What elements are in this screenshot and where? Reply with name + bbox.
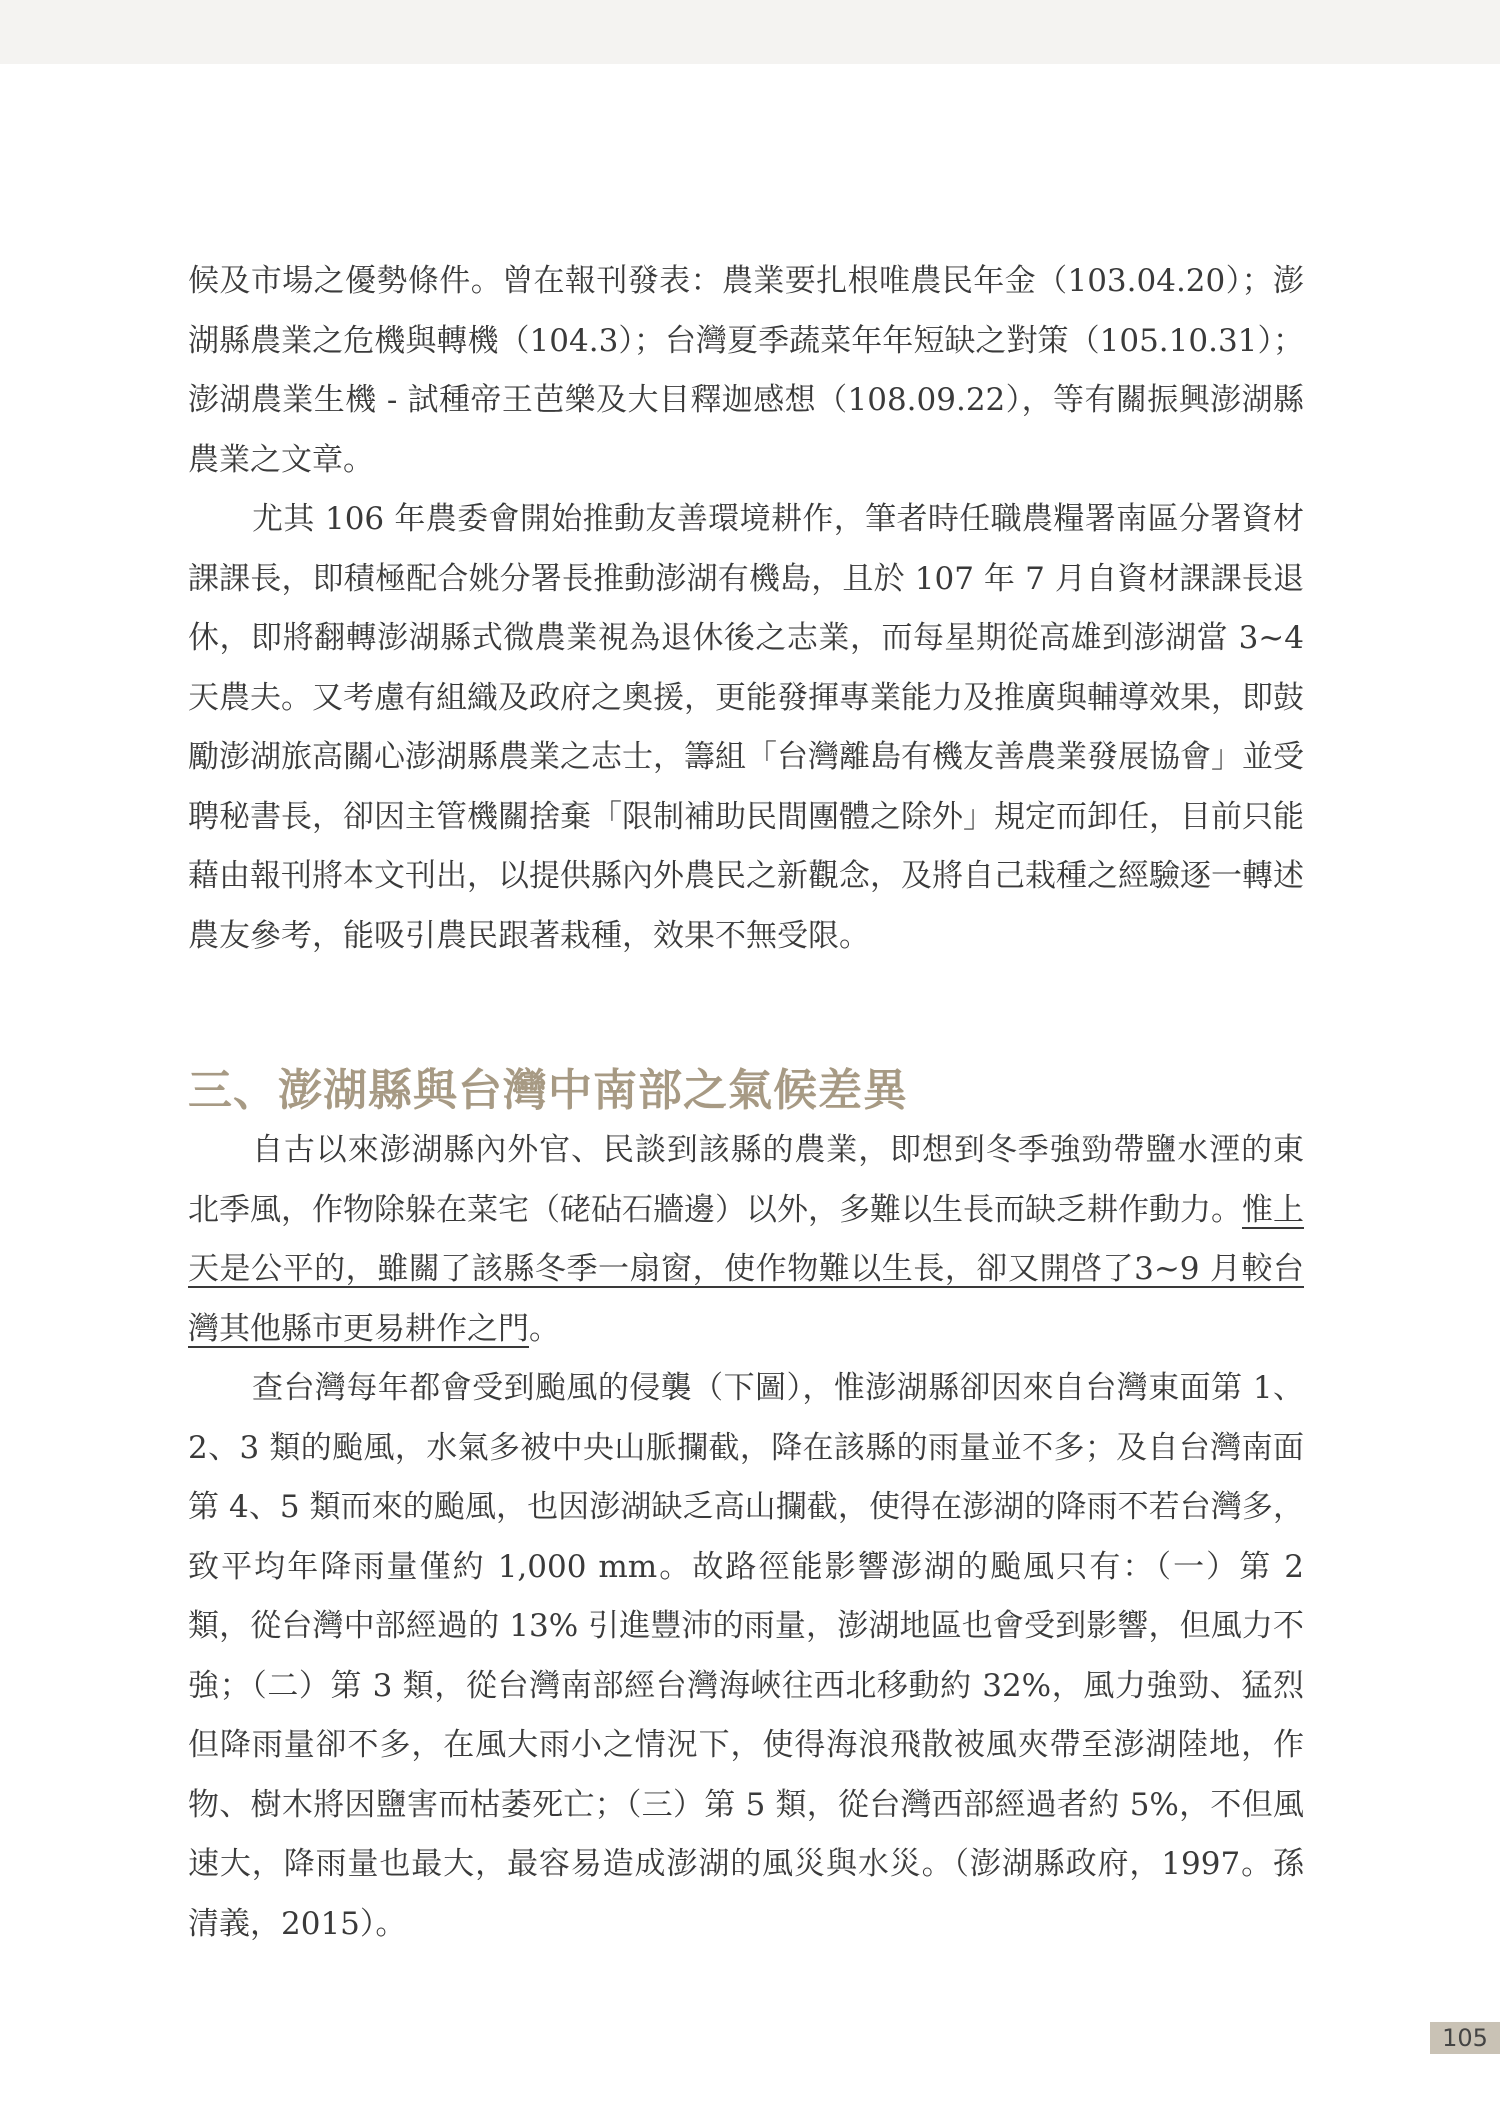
- section-3-paragraph-1: [188, 1121, 1304, 1359]
- page-body: [188, 252, 1304, 1954]
- section-3-paragraph-2: 查台灣每年都會受到颱風的侵襲（下圖），惟澎湖縣卻因來自台灣東面第 1、2、3 類的颱風，水氣多被中央山脈攔截，降在該縣的雨量並不多；及自台灣南面第 4、5 類而來的颱風，也因澎湖缺乏高山攔截，使得在澎湖的降雨不若台灣多，致平均年降雨量僅約 1,000 mm。故路徑能影響澎湖的颱風只有：（一）第 2 類，從台灣中部經過的 13% 引進豐沛的雨量，澎湖地區也會受到影響，但風力不強；（二）第 3 類，從台灣南部經台灣海峽往西北移動約 32%，風力強勁、猛烈但降雨量卻不多，在風大雨小之情況下，使得海浪飛散被風夾帶至澎湖陸地，作物、樹木將因鹽害而枯萎死亡；（三）第 5 類，從台灣西部經過者約 5%，不但風速大，降雨量也最大，最容易造成澎湖的風災與水災。（澎湖縣政府，1997。孫清義，2015）。: [188, 1370, 1304, 1942]
- section-3-heading: 三、澎湖縣與台灣中南部之氣候差異: [188, 1065, 908, 1116]
- section-3-paragraph-1-text: 自古以來澎湖縣內外官、民談到該縣的農業，即想到冬季強勁帶鹽水湮的東北季風，作物除躲在菜宅（硓砧石牆邊）以外，多難以生長而缺乏耕作動力。: [188, 1132, 1304, 1228]
- page-number-badge: 105: [1430, 2022, 1500, 2054]
- section-3-paragraph-1-end: 。: [529, 1310, 560, 1347]
- intro-paragraph-1: 候及市場之優勢條件。曾在報刊發表：農業要扎根唯農民年金（103.04.20）；澎湖縣農業之危機與轉機（104.3）；台灣夏季蔬菜年年短缺之對策（105.10.31）；澎湖農業生機 - 試種帝王芭樂及大目釋迦感想（108.09.22），等有關振興澎湖縣農業之文章。: [188, 263, 1304, 478]
- scan-top-band: [0, 0, 1500, 64]
- underlined-statement: 惟上天是公平的，雖關了該縣冬季一扇窗，使作物難以生長，卻又開啓了3~9 月較台灣其他縣市更易耕作之門: [188, 1191, 1304, 1347]
- intro-paragraph-2: 尤其 106 年農委會開始推動友善環境耕作，筆者時任職農糧署南區分署資材課課長，即積極配合姚分署長推動澎湖有機島，且於 107 年 7 月自資材課課長退休，即將翻轉澎湖縣式微農業視為退休後之志業，而每星期從高雄到澎湖當 3~4 天農夫。又考慮有組織及政府之奧援，更能發揮專業能力及推廣與輔導效果，即鼓勵澎湖旅高關心澎湖縣農業之志士，籌組「台灣離島有機友善農業發展協會」並受聘秘書長，卻因主管機關捨棄「限制補助民間團體之除外」規定而卸任，目前只能藉由報刊將本文刊出，以提供縣內外農民之新觀念，及將自己栽種之經驗逐一轉述農友參考，能吸引農民跟著栽種，效果不無受限。: [188, 501, 1304, 954]
